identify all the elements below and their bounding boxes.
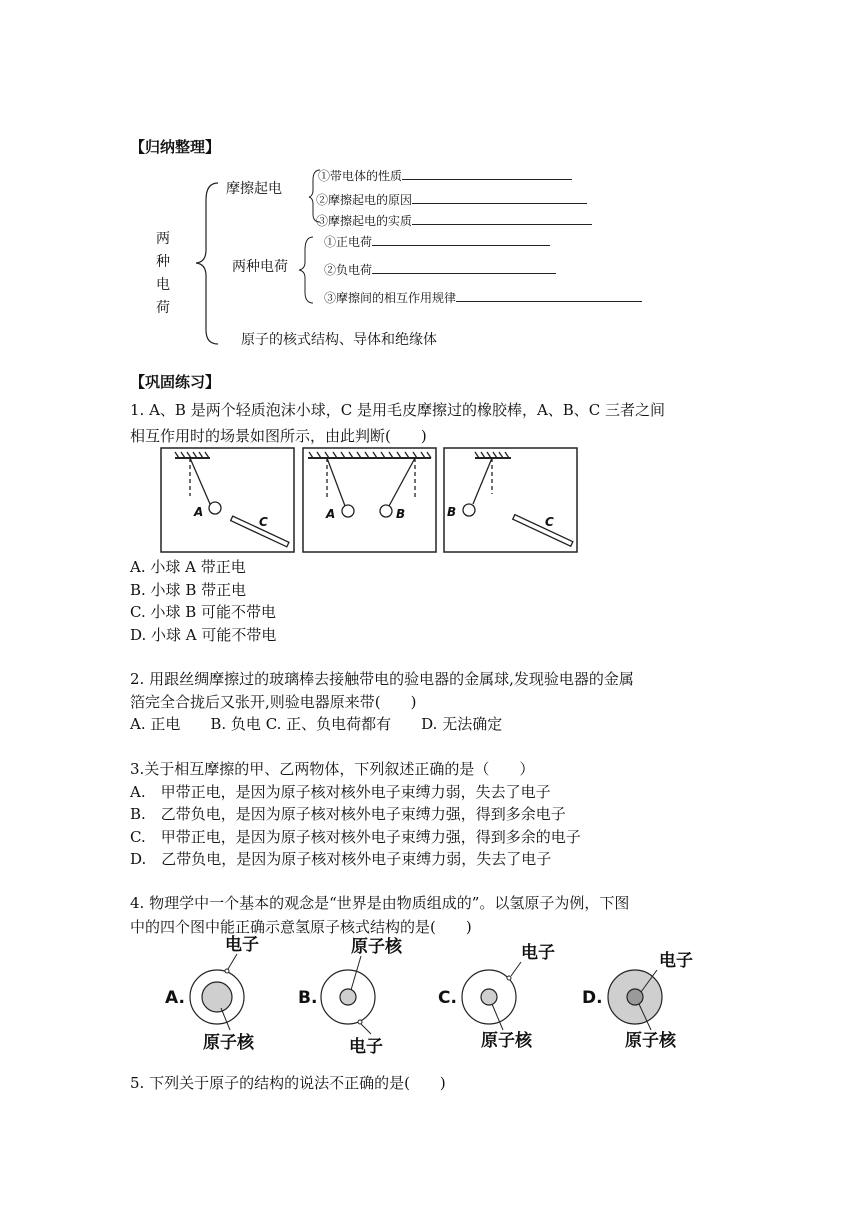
atom-nucleus — [481, 989, 497, 1005]
q4-d-top-label: 电子 — [659, 951, 693, 971]
summary-heading: 【归纳整理】 — [130, 138, 221, 156]
q1-option-b[interactable]: B. 小球 B 带正电 — [130, 581, 247, 599]
root-char: 荷 — [156, 300, 170, 316]
answer-blank — [372, 233, 550, 246]
atom-structure-line: 原子的核式结构、导体和绝缘体 — [241, 332, 437, 348]
answer-blank — [412, 212, 592, 225]
atom-nucleus — [202, 982, 232, 1012]
atom-nucleus — [340, 989, 356, 1005]
q4-stem-line1: 4. 物理学中一个基本的观念是“世界是由物质组成的”。以氢原子为例，下图 — [130, 894, 630, 912]
q4-figure — [155, 930, 715, 1054]
charges-item-3: ③摩擦间的相互作用规律 — [324, 289, 642, 306]
summary-root — [156, 228, 176, 320]
q3-option-c[interactable]: C. 甲带正电，是因为原子核对核外电子束缚力强，得到多余的电子 — [130, 828, 581, 846]
q3-option-b[interactable]: B. 乙带负电，是因为原子核对核外电子束缚力强，得到多余电子 — [130, 805, 566, 823]
q1-stem-line1: 1. A、B 是两个轻质泡沫小球，C 是用毛皮摩擦过的橡胶棒，A、B、C 三者之间 — [130, 401, 666, 419]
q2-stem-line1: 2. 用跟丝绸摩擦过的玻璃棒去接触带电的验电器的金属球,发现验电器的金属 — [130, 670, 634, 688]
q4-letter-d: D. — [582, 988, 603, 1008]
q4-c-bottom-label: 原子核 — [481, 1031, 532, 1051]
q1-label-a: A — [326, 507, 336, 521]
q1-option-c[interactable]: C. 小球 B 可能不带电 — [130, 603, 277, 621]
q4-d-bottom-label: 原子核 — [625, 1031, 676, 1051]
q1-label-b: B — [396, 507, 406, 521]
charges-item-1: ①正电荷 — [324, 233, 550, 250]
q3-option-d[interactable]: D. 乙带负电，是因为原子核对核外电子束缚力弱，失去了电子 — [130, 850, 552, 868]
friction-item-3: ③摩擦起电的实质 — [316, 212, 592, 229]
answer-blank — [402, 167, 572, 180]
q1-option-d[interactable]: D. 小球 A 可能不带电 — [130, 626, 277, 644]
root-char: 电 — [156, 277, 170, 293]
q2-stem-line2: 箔完全合拢后又张开,则验电器原来带( ) — [130, 693, 417, 711]
q3-option-a[interactable]: A. 甲带正电，是因为原子核对核外电子束缚力弱，失去了电子 — [130, 783, 551, 801]
q4-b-top-label: 原子核 — [351, 937, 402, 957]
answer-blank — [372, 261, 556, 274]
q4-a-top-label: 电子 — [225, 935, 259, 955]
charges-item-2: ②负电荷 — [324, 261, 556, 278]
root-char: 种 — [156, 254, 170, 270]
q4-stem-line2: 中的四个图中能正确示意氢原子核式结构的是( ) — [130, 918, 472, 936]
q5-stem: 5. 下列关于原子的结构的说法不正确的是( ) — [130, 1074, 446, 1092]
q1-option-a[interactable]: A. 小球 A 带正电 — [130, 558, 246, 576]
q3-stem: 3.关于相互摩擦的甲、乙两物体，下列叙述正确的是（ ） — [130, 760, 535, 778]
q4-letter-a: A. — [165, 988, 185, 1008]
q4-b-bottom-label: 电子 — [349, 1037, 383, 1054]
two-charges-label: 两种电荷 — [232, 259, 288, 275]
q1-label-b: B — [447, 505, 457, 519]
atom-nucleus — [627, 989, 643, 1005]
q1-label-c: C — [259, 515, 268, 529]
q2-options[interactable]: A. 正电 B. 负电 C. 正、负电荷都有 D. 无法确定 — [130, 715, 503, 733]
q1-figure — [155, 444, 585, 556]
q1-label-a: A — [194, 505, 204, 519]
friction-item-2: ②摩擦起电的原因 — [316, 191, 587, 208]
friction-label: 摩擦起电 — [226, 181, 282, 197]
q4-c-top-label: 电子 — [521, 943, 555, 963]
root-char: 两 — [156, 231, 170, 247]
q1-label-c: C — [545, 515, 554, 529]
q4-a-bottom-label: 原子核 — [203, 1033, 254, 1053]
answer-blank — [456, 289, 642, 302]
q1-stem-line2: 相互作用时的场景如图所示，由此判断( ) — [130, 427, 427, 445]
q4-letter-c: C. — [438, 988, 457, 1008]
practice-heading: 【巩固练习】 — [130, 373, 221, 391]
answer-blank — [412, 191, 587, 204]
friction-item-1: ①带电体的性质 — [318, 167, 572, 184]
q4-letter-b: B. — [298, 988, 318, 1008]
